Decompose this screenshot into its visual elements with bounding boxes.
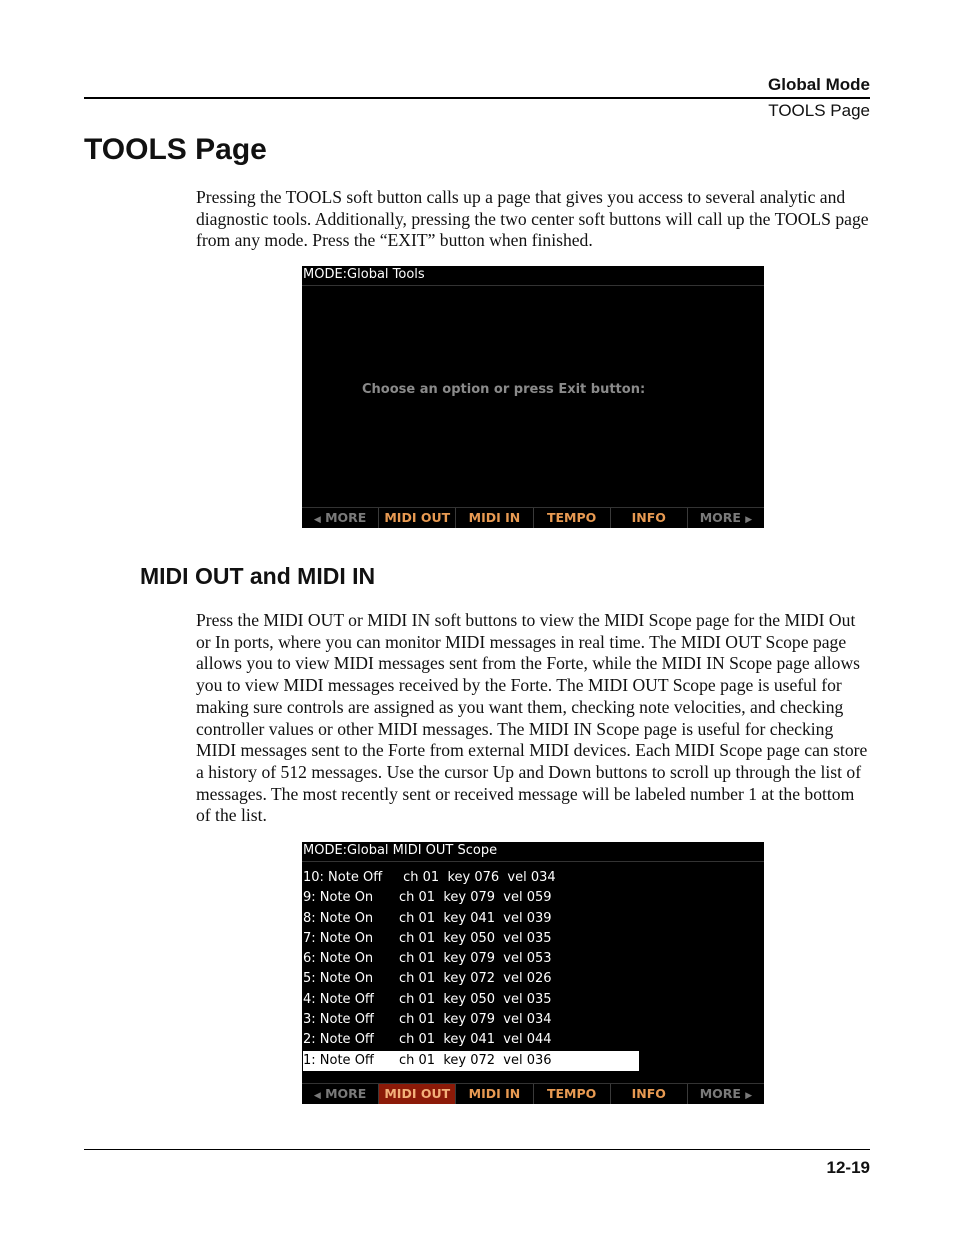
soft-button-bar: [302, 1083, 764, 1104]
soft-button-label: MORE: [699, 510, 741, 525]
message-label: 9: Note On: [303, 890, 374, 906]
midi-out-scope-screen: [302, 842, 764, 1104]
midi-message-row[interactable]: [303, 929, 639, 949]
running-header-section: TOOLS Page: [768, 101, 870, 120]
midi-message-row[interactable]: [303, 868, 639, 888]
midi-message-row-selected[interactable]: [303, 1051, 639, 1071]
message-label: 2: Note Off: [303, 1032, 374, 1048]
message-label: 6: Note On: [303, 951, 374, 967]
screen-mode-title: MODE:Global Tools: [303, 267, 425, 282]
arrow-right-icon: ▶: [745, 1091, 753, 1101]
soft-button-tempo[interactable]: TEMPO: [533, 508, 610, 528]
midi-message-row[interactable]: [303, 1030, 639, 1050]
midi-message-row[interactable]: [303, 990, 639, 1010]
soft-button-info[interactable]: INFO: [610, 1084, 687, 1104]
soft-button-more-left[interactable]: [302, 508, 378, 528]
message-data: ch 01 key 041 vel 044: [399, 1032, 552, 1048]
running-header-chapter: Global Mode: [768, 75, 870, 94]
screen-mode-title: MODE:Global MIDI OUT Scope: [303, 843, 498, 858]
soft-button-more-right[interactable]: [687, 1084, 764, 1104]
midi-scope-paragraph: Press the MIDI OUT or MIDI IN soft buttons to view the MIDI Scope page for the MIDI Out or In ports, where you can monitor MIDI messages in real time. The MIDI OUT Scope page allows you to view MIDI messages sent from the Forte, while the MIDI IN Scope page allows you to view MIDI messages received by the Forte. The MIDI OUT Scope page is useful for making sure controls are assigned as you want them, checking note velocities, and checking controller values or other MIDI messages. The MIDI IN Scope page is useful for checking MIDI messages sent to the Forte from external MIDI devices. Each MIDI Scope page can store a history of 512 messages. Use the cursor Up and Down buttons to scroll up through the list of messages. The most recently sent or received message will be labeled number 1 at the bottom of the list.: [196, 610, 868, 826]
soft-button-label: MORE: [699, 1086, 741, 1101]
soft-button-midi-in[interactable]: MIDI IN: [455, 508, 532, 528]
message-data: ch 01 key 079 vel 034: [399, 1012, 552, 1028]
soft-button-more-right[interactable]: [687, 508, 764, 528]
message-data: ch 01 key 041 vel 039: [399, 910, 552, 926]
message-label: 10: Note Off: [303, 870, 383, 885]
message-label: 1: Note Off: [303, 1052, 374, 1068]
midi-message-row[interactable]: [303, 909, 639, 929]
midi-message-list[interactable]: [303, 868, 639, 1071]
message-data: ch 01 key 050 vel 035: [399, 930, 552, 946]
soft-button-tempo[interactable]: TEMPO: [533, 1084, 610, 1104]
page-title: TOOLS Page: [84, 133, 267, 166]
midi-message-row[interactable]: [303, 888, 639, 908]
message-data: ch 01 key 072 vel 026: [399, 971, 552, 987]
soft-button-label: MORE: [325, 1086, 367, 1101]
soft-button-info[interactable]: INFO: [610, 508, 687, 528]
soft-button-more-left[interactable]: [302, 1084, 378, 1104]
midi-message-row[interactable]: [303, 949, 639, 969]
arrow-left-icon: ◀: [313, 1091, 321, 1101]
midi-message-row[interactable]: [303, 969, 639, 989]
soft-button-midi-out[interactable]: MIDI OUT: [378, 508, 455, 528]
midi-message-row[interactable]: [303, 1010, 639, 1030]
message-label: 7: Note On: [303, 930, 374, 946]
page-number: 12-19: [826, 1158, 870, 1177]
intro-paragraph: Pressing the TOOLS soft button calls up a page that gives you access to several analytic and diagnostic tools. Additionally, pressing the two center soft buttons will call up the TOOLS page from any mode. Press the “EXIT” button when finished.: [196, 187, 869, 251]
soft-button-midi-in[interactable]: MIDI IN: [455, 1084, 532, 1104]
soft-button-midi-out[interactable]: MIDI OUT: [378, 1084, 455, 1104]
soft-button-bar: [302, 507, 764, 528]
tools-screen: [302, 266, 764, 528]
screen-title-rule: [302, 861, 764, 862]
message-label: 8: Note On: [303, 910, 374, 926]
message-data: ch 01 key 079 vel 053: [399, 951, 552, 967]
footer-rule: [84, 1149, 870, 1150]
message-data: ch 01 key 072 vel 036: [399, 1052, 552, 1068]
message-data: ch 01 key 079 vel 059: [399, 890, 552, 906]
screen-title-rule: [302, 285, 764, 286]
message-label: 3: Note Off: [303, 1012, 374, 1028]
message-label: 4: Note Off: [303, 991, 374, 1007]
arrow-left-icon: ◀: [313, 515, 321, 525]
message-label: 5: Note On: [303, 971, 374, 987]
header-rule: [84, 97, 870, 99]
message-data: ch 01 key 050 vel 035: [399, 991, 552, 1007]
arrow-right-icon: ▶: [745, 515, 753, 525]
soft-button-label: MORE: [325, 510, 367, 525]
section-heading: MIDI OUT and MIDI IN: [140, 563, 376, 589]
screen-prompt: Choose an option or press Exit button:: [362, 382, 646, 397]
message-data: ch 01 key 076 vel 034: [399, 870, 556, 885]
